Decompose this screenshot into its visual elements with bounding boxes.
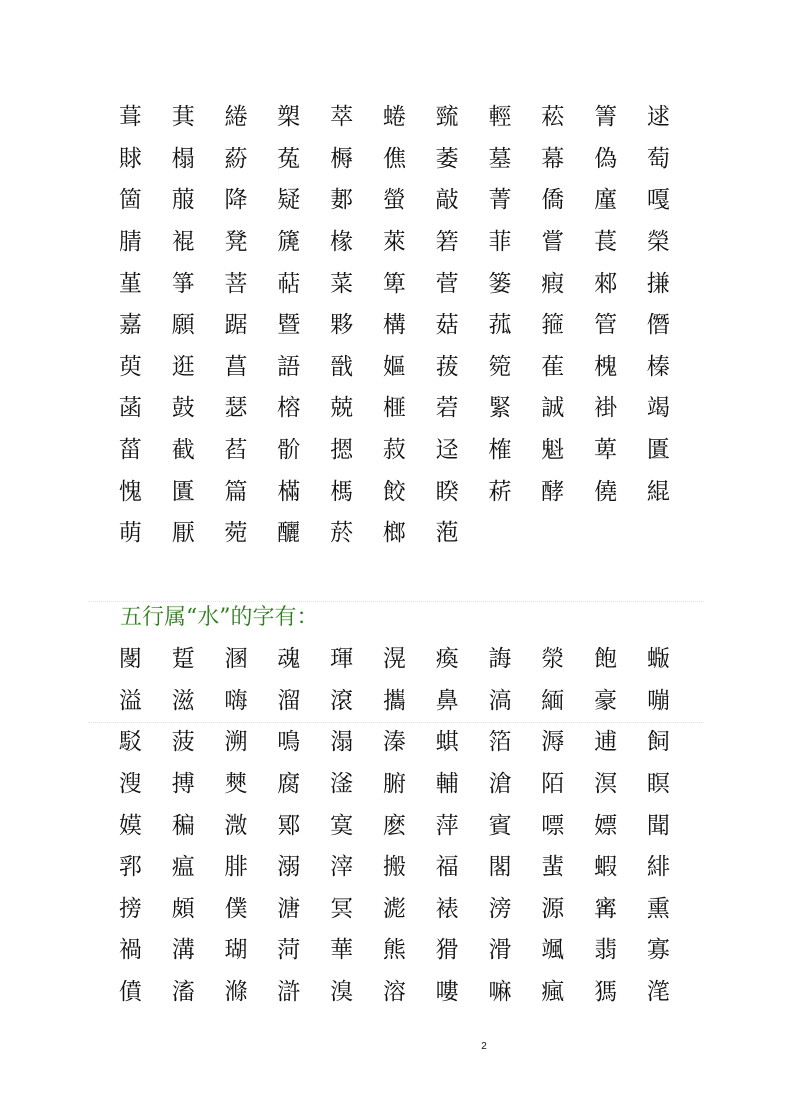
character-cell: 逋 [594, 729, 618, 756]
character-cell: 滗 [646, 979, 670, 1006]
character-cell: 萃 [330, 104, 354, 131]
character-cell: 廑 [594, 187, 618, 214]
character-cell: 綣 [224, 104, 248, 131]
character-cell: 蜚 [541, 854, 565, 881]
character-cell: 溴 [330, 979, 354, 1006]
character-cell: 萇 [594, 229, 618, 256]
character-cell: 榮 [646, 229, 670, 256]
character-cell: 偽 [594, 145, 618, 172]
character-cell: 箄 [382, 270, 406, 297]
character-cell: 蝂 [646, 646, 670, 673]
character-cell: 賓 [488, 812, 512, 839]
character-cell: 愧 [118, 478, 142, 505]
character-cell: 滌 [224, 979, 248, 1006]
character-cell: 構 [382, 312, 406, 339]
character-cell: 褂 [594, 395, 618, 422]
character-cell: 萏 [224, 437, 248, 464]
character-cell: 閣 [488, 854, 512, 881]
character-row [104, 764, 694, 806]
character-cell: 萆 [594, 437, 618, 464]
character-cell: 僨 [118, 979, 142, 1006]
character-row [104, 263, 694, 305]
character-cell: 滈 [488, 687, 512, 714]
character-cell: 榕 [277, 395, 301, 422]
character-cell: 琿 [330, 646, 354, 673]
character-cell: 萊 [382, 229, 406, 256]
character-cell: 菩 [224, 270, 248, 297]
character-cell: 嗨 [224, 687, 248, 714]
character-cell: 萄 [646, 145, 670, 172]
character-row [104, 847, 694, 889]
character-cell: 福 [435, 854, 459, 881]
character-cell: 搛 [646, 270, 670, 297]
character-cell: 夥 [330, 312, 354, 339]
character-cell: 截 [171, 437, 195, 464]
character-cell: 嘛 [488, 979, 512, 1006]
character-cell: 螢 [382, 187, 406, 214]
character-row [104, 805, 694, 847]
character-cell: 僕 [224, 895, 248, 922]
character-cell: 緊 [488, 395, 512, 422]
character-cell: 瘕 [541, 270, 565, 297]
character-cell: 僑 [541, 187, 565, 214]
character-cell: 瑟 [224, 395, 248, 422]
character-cell: 熏 [646, 895, 670, 922]
character-cell: 僭 [646, 312, 670, 339]
character-cell: 誨 [488, 646, 512, 673]
character-cell: 溽 [541, 729, 565, 756]
character-cell: 溲 [118, 771, 142, 798]
character-cell: 摁 [330, 437, 354, 464]
character-cell: 榪 [330, 478, 354, 505]
character-cell: 嘉 [118, 312, 142, 339]
character-cell: 溯 [224, 729, 248, 756]
character-cell: 滓 [330, 854, 354, 881]
character-cell: 菑 [118, 437, 142, 464]
character-row [104, 722, 694, 764]
character-cell: 萍 [435, 812, 459, 839]
character-row [104, 139, 694, 181]
character-cell: 菪 [435, 395, 459, 422]
character-cell: 榧 [382, 395, 406, 422]
character-cell: 輔 [435, 771, 459, 798]
character-cell: 榻 [171, 145, 195, 172]
character-cell: 暨 [277, 312, 301, 339]
character-cell: 輕 [488, 104, 512, 131]
character-cell: 菇 [435, 312, 459, 339]
character-cell: 嘍 [435, 979, 459, 1006]
character-cell: 槊 [277, 104, 301, 131]
character-cell: 蜞 [435, 729, 459, 756]
character-cell: 源 [541, 895, 565, 922]
character-cell: 瘓 [435, 646, 459, 673]
character-cell: 菰 [488, 312, 512, 339]
character-cell: 蝦 [594, 854, 618, 881]
character-cell: 閿 [118, 646, 142, 673]
character-row [104, 180, 694, 222]
character-cell: 蜷 [382, 104, 406, 131]
character-cell: 菥 [488, 478, 512, 505]
character-cell: 榔 [382, 520, 406, 547]
character-cell: 獁 [594, 979, 618, 1006]
character-cell: 萸 [118, 353, 142, 380]
character-cell: 巰 [435, 104, 459, 131]
character-cell: 華 [330, 937, 354, 964]
character-cell: 菘 [541, 104, 565, 131]
character-cell: 魂 [277, 646, 301, 673]
character-cell: 萎 [435, 145, 459, 172]
character-cell: 語 [277, 353, 301, 380]
character-cell: 滂 [488, 895, 512, 922]
character-cell: 滉 [382, 646, 406, 673]
character-grid-top [104, 97, 694, 555]
character-cell: 僬 [382, 145, 406, 172]
character-cell: 箏 [171, 270, 195, 297]
character-cell: 溝 [171, 937, 195, 964]
character-cell: 溏 [277, 895, 301, 922]
character-cell: 菸 [330, 520, 354, 547]
character-cell: 滀 [171, 979, 195, 1006]
character-cell: 匱 [171, 478, 195, 505]
character-cell: 裱 [435, 895, 459, 922]
character-cell: 溺 [277, 854, 301, 881]
character-cell: 樠 [277, 478, 301, 505]
character-cell: 溢 [118, 687, 142, 714]
character-cell: 猾 [435, 937, 459, 964]
character-row [104, 471, 694, 513]
character-cell: 骱 [277, 437, 301, 464]
character-cell: 竭 [646, 395, 670, 422]
character-cell: 滸 [277, 979, 301, 1006]
character-cell: 酵 [541, 478, 565, 505]
character-cell: 緄 [646, 478, 670, 505]
character-cell: 匱 [646, 437, 670, 464]
character-row [104, 388, 694, 430]
character-cell: 麽 [382, 812, 406, 839]
character-cell: 菠 [171, 729, 195, 756]
character-cell: 菡 [118, 395, 142, 422]
character-cell: 禍 [118, 937, 142, 964]
character-cell: 嘣 [646, 687, 670, 714]
character-cell: 菁 [488, 187, 512, 214]
character-cell: 豪 [594, 687, 618, 714]
character-cell: 願 [171, 312, 195, 339]
character-row [104, 305, 694, 347]
guide-line [88, 722, 704, 723]
character-cell: 嘗 [541, 229, 565, 256]
character-cell: 釃 [277, 520, 301, 547]
character-cell: 菀 [224, 520, 248, 547]
character-cell: 魁 [541, 437, 565, 464]
character-cell: 踅 [171, 646, 195, 673]
character-cell: 嫫 [118, 812, 142, 839]
character-cell: 搒 [118, 895, 142, 922]
character-cell: 寡 [646, 937, 670, 964]
character-cell: 萜 [277, 270, 301, 297]
character-cell: 逑 [646, 104, 670, 131]
character-cell: 腑 [382, 771, 406, 798]
character-cell: 僥 [594, 478, 618, 505]
character-row [104, 430, 694, 472]
character-cell: 郪 [330, 187, 354, 214]
character-cell: 嫗 [382, 353, 406, 380]
character-cell: 菝 [435, 353, 459, 380]
character-cell: 瞑 [646, 771, 670, 798]
character-cell: 鄍 [277, 812, 301, 839]
character-cell: 瘟 [171, 854, 195, 881]
character-cell: 管 [594, 312, 618, 339]
character-cell: 攜 [382, 687, 406, 714]
character-cell: 迳 [435, 437, 459, 464]
character-cell: 厭 [171, 520, 195, 547]
character-cell: 溟 [594, 771, 618, 798]
character-cell: 睽 [435, 478, 459, 505]
character-cell: 萢 [435, 520, 459, 547]
character-cell: 逛 [171, 353, 195, 380]
character-cell: 溱 [382, 729, 406, 756]
character-cell: 冥 [330, 895, 354, 922]
character-cell: 腐 [277, 771, 301, 798]
character-cell: 箍 [541, 312, 565, 339]
character-cell: 箇 [118, 187, 142, 214]
character-cell: 菟 [277, 145, 301, 172]
character-cell: 僰 [224, 771, 248, 798]
character-cell: 箬 [435, 229, 459, 256]
character-cell: 鳴 [277, 729, 301, 756]
character-cell: 凳 [224, 229, 248, 256]
character-cell: 篇 [224, 478, 248, 505]
character-cell: 寞 [330, 812, 354, 839]
character-cell: 滎 [541, 646, 565, 673]
character-cell: 寗 [594, 895, 618, 922]
character-cell: 萑 [541, 353, 565, 380]
character-cell: 搬 [382, 854, 406, 881]
character-cell: 緬 [541, 687, 565, 714]
page-number: 2 [481, 1041, 487, 1052]
character-cell: 堇 [118, 270, 142, 297]
character-cell: 郛 [118, 854, 142, 881]
character-cell: 幕 [541, 145, 565, 172]
character-cell: 萌 [118, 520, 142, 547]
character-cell: 菜 [330, 270, 354, 297]
character-cell: 降 [224, 187, 248, 214]
character-cell: 菏 [277, 937, 301, 964]
character-cell: 蒶 [224, 145, 248, 172]
character-grid-water [104, 639, 694, 1013]
character-cell: 颯 [541, 937, 565, 964]
character-cell: 槐 [594, 353, 618, 380]
character-cell: 榛 [646, 353, 670, 380]
character-row [104, 930, 694, 972]
character-cell: 菅 [435, 270, 459, 297]
character-cell: 槈 [330, 145, 354, 172]
character-cell: 篪 [277, 229, 301, 256]
character-cell: 餃 [382, 478, 406, 505]
character-cell: 陌 [541, 771, 565, 798]
character-row [104, 681, 694, 723]
section-heading-water: 五行属“水”的字有： [120, 605, 319, 630]
character-cell: 滋 [171, 687, 195, 714]
character-cell: 熊 [382, 937, 406, 964]
character-cell: 飼 [646, 729, 670, 756]
character-row [104, 97, 694, 139]
character-cell: 菔 [171, 187, 195, 214]
character-cell: 鼓 [171, 395, 195, 422]
character-cell: 溶 [382, 979, 406, 1006]
character-cell: 搏 [171, 771, 195, 798]
character-cell: 誠 [541, 395, 565, 422]
character-cell: 踞 [224, 312, 248, 339]
character-row [104, 222, 694, 264]
character-cell: 墓 [488, 145, 512, 172]
character-row [104, 972, 694, 1014]
character-cell: 翡 [594, 937, 618, 964]
character-cell: 滄 [488, 771, 512, 798]
character-cell: 菽 [382, 437, 406, 464]
character-cell: 菖 [224, 353, 248, 380]
character-cell: 萁 [171, 104, 195, 131]
character-cell: 兢 [330, 395, 354, 422]
character-cell: 榷 [488, 437, 512, 464]
character-cell: 溷 [224, 646, 248, 673]
character-cell: 滑 [488, 937, 512, 964]
character-cell: 嘌 [541, 812, 565, 839]
character-cell: 葺 [118, 104, 142, 131]
character-row [104, 347, 694, 389]
character-cell: 緋 [646, 854, 670, 881]
character-cell: 篓 [488, 270, 512, 297]
character-row [104, 513, 694, 555]
character-cell: 溦 [224, 812, 248, 839]
character-cell: 稨 [171, 812, 195, 839]
character-cell: 椽 [330, 229, 354, 256]
character-cell: 戩 [330, 353, 354, 380]
character-cell: 滏 [330, 771, 354, 798]
character-cell: 瘋 [541, 979, 565, 1006]
character-cell: 鼻 [435, 687, 459, 714]
character-cell: 滾 [330, 687, 354, 714]
character-cell: 箐 [594, 104, 618, 131]
character-row [104, 639, 694, 681]
character-cell: 菲 [488, 229, 512, 256]
character-cell: 嘎 [646, 187, 670, 214]
character-cell: 溻 [330, 729, 354, 756]
character-cell: 聞 [646, 812, 670, 839]
character-cell: 郲 [594, 270, 618, 297]
character-cell: 裩 [171, 229, 195, 256]
character-cell: 賕 [118, 145, 142, 172]
character-cell: 箢 [488, 353, 512, 380]
character-cell: 溜 [277, 687, 301, 714]
character-row [104, 889, 694, 931]
character-cell: 嫖 [594, 812, 618, 839]
character-cell: 駁 [118, 729, 142, 756]
character-cell: 箔 [488, 729, 512, 756]
character-cell: 腈 [118, 229, 142, 256]
character-cell: 敲 [435, 187, 459, 214]
character-cell: 瑚 [224, 937, 248, 964]
character-cell: 疑 [277, 187, 301, 214]
character-cell: 飽 [594, 646, 618, 673]
character-cell: 頗 [171, 895, 195, 922]
character-cell: 滮 [382, 895, 406, 922]
character-cell: 腓 [224, 854, 248, 881]
